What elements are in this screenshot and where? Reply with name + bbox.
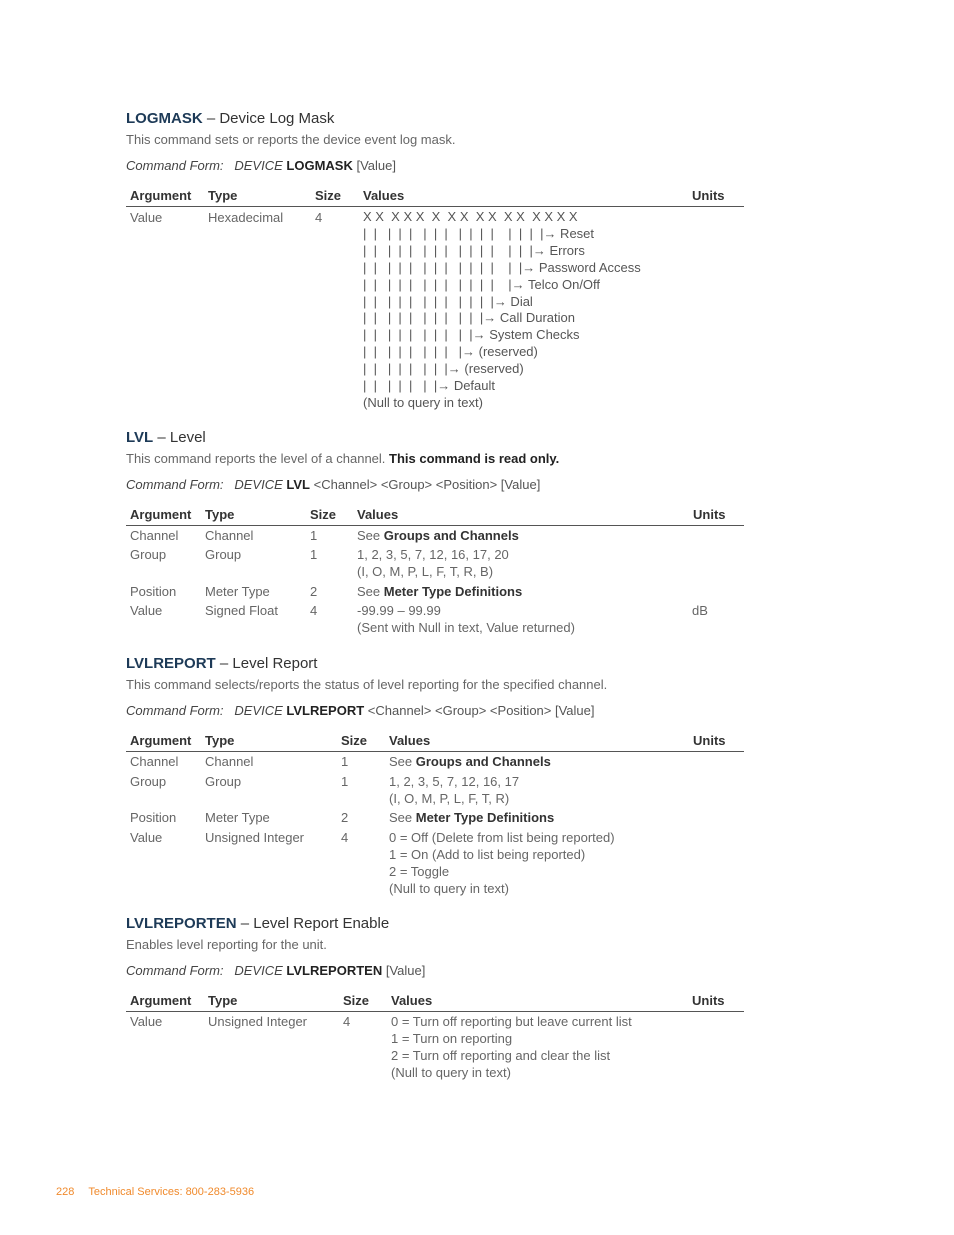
- footer-text: Technical Services: 800-283-5936: [88, 1186, 255, 1198]
- lvlreport-section: [126, 655, 746, 899]
- bitmask-diagram: [363, 209, 641, 412]
- size-cell: 4: [341, 830, 349, 845]
- table-header: [126, 991, 744, 1012]
- header-units: Units: [693, 733, 726, 748]
- argument-cell: Value: [130, 1014, 163, 1029]
- argument-cell: Channel: [130, 754, 179, 769]
- page-number: 228: [56, 1186, 75, 1198]
- values-cell: See Meter Type Definitions: [389, 810, 555, 825]
- lvl-table: [126, 505, 744, 639]
- bitmask-line: (Null to query in text): [363, 394, 483, 410]
- table-row: [126, 209, 744, 413]
- argument-cell: Channel: [130, 528, 179, 543]
- size-cell: 4: [343, 1014, 351, 1029]
- type-cell: Group: [205, 774, 242, 789]
- header-units: Units: [693, 507, 726, 522]
- bitmask-line: | | | | | | | | |→ (reserved): [363, 344, 538, 360]
- table-header: [126, 505, 744, 526]
- bitmask-line: | | | | | | | | | | |→ Call Duration: [363, 310, 575, 326]
- lvlreporten-section: [126, 915, 746, 1083]
- size-cell: 2: [310, 584, 318, 599]
- argument-cell: Group: [130, 547, 167, 562]
- argument-cell: Position: [130, 584, 177, 599]
- header-argument: Argument: [130, 993, 192, 1008]
- type-cell: Channel: [205, 754, 254, 769]
- values-cell: See Groups and Channels: [357, 528, 519, 543]
- logmask-section: [126, 110, 746, 413]
- lvlreport-rows: [126, 753, 744, 899]
- bitmask-line: | | | | | | | | | | | | |→ Telco On/Off: [363, 276, 601, 292]
- size-cell: 2: [341, 810, 349, 825]
- lvlreporten-title: LVLREPORTEN – Level Report Enable: [126, 915, 390, 932]
- bitmask-line: | | | | | | | | | | | | | | | |→ Reset: [363, 225, 595, 241]
- table-header: [126, 731, 744, 752]
- values-cell: -99.99 – 99.99 (Sent with Null in text, Value returned): [357, 603, 575, 635]
- header-argument: Argument: [130, 507, 192, 522]
- table-row: [126, 753, 744, 773]
- header-values: Values: [391, 993, 433, 1008]
- bitmask-line: | | | | | | | |→ (reserved): [363, 361, 524, 377]
- lvlreporten-table: [126, 991, 744, 1083]
- argument-cell: Value: [130, 603, 163, 618]
- size-cell: 1: [310, 547, 318, 562]
- header-type: Type: [208, 993, 238, 1008]
- lvlreporten-description: Enables level reporting for the unit.: [126, 937, 327, 952]
- logmask-title: LOGMASK – Device Log Mask: [126, 110, 335, 127]
- lvl-command-form: Command Form: DEVICE LVL <Channel> <Group> <Position> [Value]: [126, 477, 541, 492]
- header-values: Values: [363, 188, 405, 203]
- table-row: [126, 773, 744, 809]
- bitmask-line: | | | | | | | | | | | | | | |→ Errors: [363, 242, 585, 258]
- argument-cell: Value: [130, 210, 163, 225]
- bitmask-line: | | | | | | | | | |→ System Checks: [363, 327, 580, 343]
- page-footer: [56, 1186, 268, 1198]
- header-type: Type: [208, 188, 238, 203]
- values-cell: See Meter Type Definitions: [357, 584, 523, 599]
- type-cell: Unsigned Integer: [208, 1014, 308, 1029]
- bitmask-line: | | | | | | |→ Default: [363, 378, 496, 394]
- type-cell: Hexadecimal: [208, 210, 284, 225]
- table-row: [126, 527, 744, 546]
- header-type: Type: [205, 507, 235, 522]
- bitmask-header-line: X X X X X X X X X X X X X X X X: [363, 209, 578, 224]
- size-cell: 1: [341, 774, 349, 789]
- type-cell: Group: [205, 547, 242, 562]
- type-cell: Meter Type: [205, 584, 270, 599]
- header-argument: Argument: [130, 188, 192, 203]
- values-cell: 1, 2, 3, 5, 7, 12, 16, 17, 20 (I, O, M, P, L, F, T, R, B): [357, 547, 509, 579]
- header-size: Size: [315, 188, 342, 203]
- argument-cell: Group: [130, 774, 167, 789]
- size-cell: 1: [341, 754, 349, 769]
- logmask-table: [126, 186, 744, 413]
- header-argument: Argument: [130, 733, 192, 748]
- table-row: [126, 602, 744, 639]
- values-cell: 0 = Off (Delete from list being reported) 1 = On (Add to list being reported) 2 = Toggle (Null to query in text): [389, 830, 615, 896]
- argument-cell: Position: [130, 810, 177, 825]
- lvlreport-command-form: Command Form: DEVICE LVLREPORT <Channel> <Group> <Position> [Value]: [126, 703, 595, 718]
- size-cell: 1: [310, 528, 318, 543]
- table-row: [126, 583, 744, 602]
- lvlreport-title: LVLREPORT – Level Report: [126, 655, 318, 672]
- lvlreporten-command-form: Command Form: DEVICE LVLREPORTEN [Value]: [126, 963, 426, 978]
- type-cell: Meter Type: [205, 810, 270, 825]
- header-values: Values: [389, 733, 431, 748]
- header-values: Values: [357, 507, 399, 522]
- bitmask-line: | | | | | | | | | | | | | |→ Password Access: [363, 259, 641, 275]
- lvl-description: This command reports the level of a channel. This command is read only.: [126, 451, 560, 466]
- header-units: Units: [692, 993, 725, 1008]
- type-cell: Signed Float: [205, 603, 278, 618]
- lvlreport-table: [126, 731, 744, 899]
- type-cell: Unsigned Integer: [205, 830, 305, 845]
- type-cell: Channel: [205, 528, 254, 543]
- table-header: [126, 186, 744, 207]
- lvlreport-description: This command selects/reports the status of level reporting for the specified channel.: [126, 677, 608, 692]
- logmask-description: This command sets or reports the device event log mask.: [126, 132, 456, 147]
- bitmask-line: | | | | | | | | | | | |→ Dial: [363, 293, 533, 309]
- header-size: Size: [341, 733, 368, 748]
- values-cell: 1, 2, 3, 5, 7, 12, 16, 17 (I, O, M, P, L, F, T, R): [389, 774, 520, 806]
- table-row: [126, 546, 744, 583]
- size-cell: 4: [315, 210, 323, 225]
- table-row: [126, 829, 744, 899]
- logmask-command-form: Command Form: DEVICE LOGMASK [Value]: [126, 158, 396, 173]
- values-cell: 0 = Turn off reporting but leave current list 1 = Turn on reporting 2 = Turn off reporting and clear the list (Null to query in text): [391, 1014, 632, 1080]
- units-cell: dB: [692, 603, 708, 618]
- table-row: [126, 809, 744, 829]
- argument-cell: Value: [130, 830, 163, 845]
- header-units: Units: [692, 188, 725, 203]
- table-row: [126, 1013, 744, 1083]
- header-type: Type: [205, 733, 235, 748]
- lvl-section: [126, 429, 746, 639]
- lvl-title: LVL – Level: [126, 429, 206, 446]
- header-size: Size: [343, 993, 370, 1008]
- values-cell: See Groups and Channels: [389, 754, 551, 769]
- header-size: Size: [310, 507, 337, 522]
- size-cell: 4: [310, 603, 318, 618]
